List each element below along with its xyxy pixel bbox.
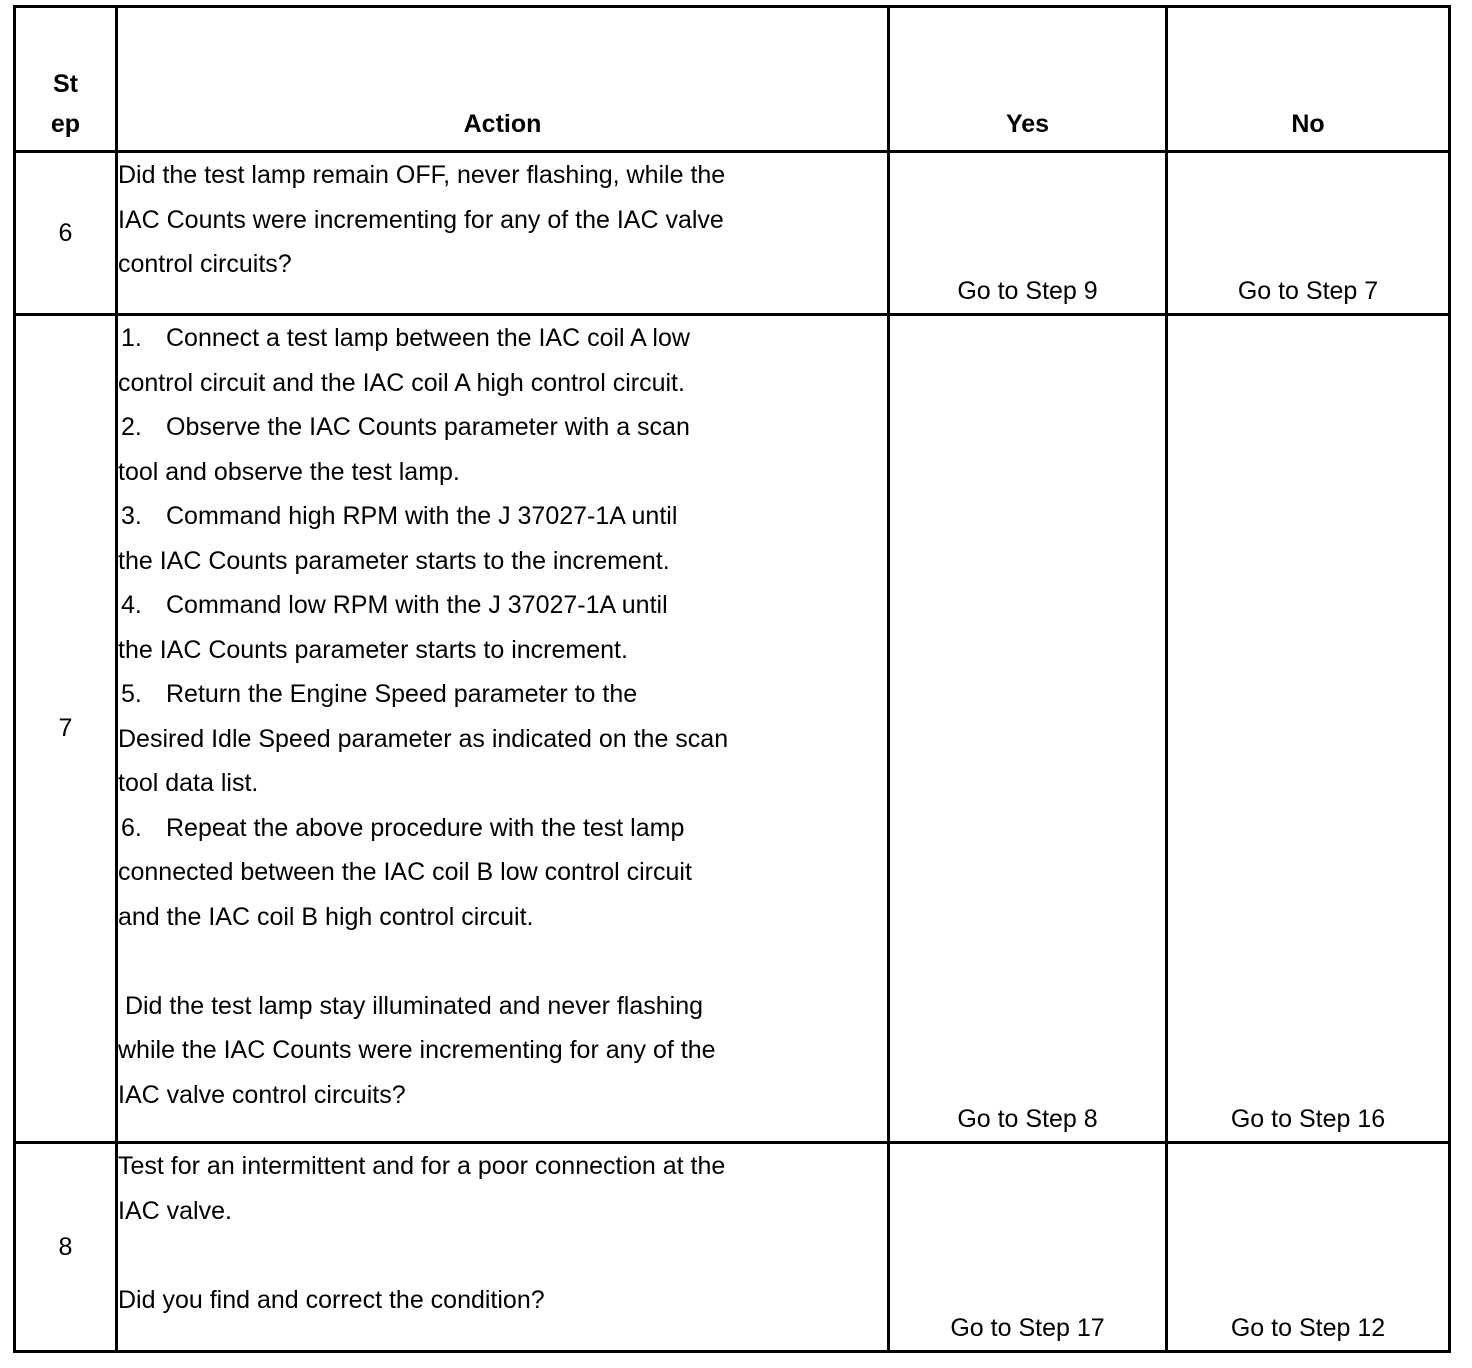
step-number: 7 bbox=[15, 315, 117, 1143]
list-item-continuation: control circuit and the IAC coil A high control circuit. bbox=[118, 368, 685, 397]
list-item-first-line bbox=[118, 494, 887, 539]
list-item-number: 6. bbox=[121, 813, 142, 842]
action-line: IAC valve. bbox=[118, 1196, 232, 1225]
question-line: Did you find and correct the condition? bbox=[118, 1285, 545, 1314]
header-row bbox=[15, 7, 1450, 152]
list-item-continuation: the IAC Counts parameter starts to increment. bbox=[118, 635, 628, 664]
header-no: No bbox=[1167, 7, 1450, 152]
list-item-text: Connect a test lamp between the IAC coil A low bbox=[166, 324, 690, 352]
diagnostic-table bbox=[13, 5, 1451, 1353]
question-line: while the IAC Counts were incrementing for any of the bbox=[118, 1036, 716, 1064]
yes-result: Go to Step 8 bbox=[889, 315, 1167, 1143]
list-item-text: Return the Engine Speed parameter to the bbox=[166, 680, 638, 708]
list-item-first-line bbox=[118, 672, 887, 717]
list-item-first-line bbox=[118, 583, 887, 628]
list-item-number: 4. bbox=[121, 591, 142, 619]
header-step-line2: ep bbox=[50, 110, 81, 138]
list-item-continuation: the IAC Counts parameter starts to the increment. bbox=[118, 546, 670, 575]
action-cell bbox=[117, 315, 889, 1143]
list-item-text: Observe the IAC Counts parameter with a scan bbox=[166, 413, 690, 441]
list-item-first-line bbox=[118, 806, 887, 851]
yes-result: Go to Step 9 bbox=[889, 152, 1167, 315]
list-item-continuation: tool and observe the test lamp. bbox=[118, 457, 460, 486]
table-row-step-7 bbox=[15, 315, 1450, 1143]
yes-result: Go to Step 17 bbox=[889, 1143, 1167, 1352]
spacer bbox=[118, 1233, 887, 1278]
list-item-first-line bbox=[118, 405, 887, 450]
table-row-step-8 bbox=[15, 1143, 1450, 1352]
list-item-number: 1. bbox=[121, 324, 142, 352]
list-item-text: Command high RPM with the J 37027-1A until bbox=[166, 502, 678, 530]
list-item-text: Repeat the above procedure with the test lamp bbox=[166, 813, 685, 842]
list-item-continuation: and the IAC coil B high control circuit. bbox=[118, 902, 534, 931]
list-item-text: Command low RPM with the J 37027-1A until bbox=[166, 591, 668, 619]
list-item-number: 2. bbox=[121, 413, 142, 441]
action-line: IAC Counts were incrementing for any of the IAC valve bbox=[118, 205, 724, 234]
action-line: Did the test lamp remain OFF, never flashing, while the bbox=[118, 161, 726, 189]
no-result: Go to Step 12 bbox=[1167, 1143, 1450, 1352]
action-line: Test for an intermittent and for a poor connection at the bbox=[118, 1152, 726, 1180]
action-line: control circuits? bbox=[118, 250, 292, 278]
header-step-line1: St bbox=[53, 70, 78, 98]
action-cell bbox=[117, 1143, 889, 1352]
list-item-continuation: Desired Idle Speed parameter as indicated on the scan bbox=[118, 724, 729, 753]
header-step bbox=[15, 7, 117, 152]
header-yes: Yes bbox=[889, 7, 1167, 152]
no-result: Go to Step 16 bbox=[1167, 315, 1450, 1143]
step-number: 6 bbox=[15, 152, 117, 315]
question-line: IAC valve control circuits? bbox=[118, 1080, 406, 1109]
step-number: 8 bbox=[15, 1143, 117, 1352]
question-line: Did the test lamp stay illuminated and never flashing bbox=[118, 991, 704, 1020]
no-result: Go to Step 7 bbox=[1167, 152, 1450, 315]
table-row-step-6 bbox=[15, 152, 1450, 315]
list-item-continuation: connected between the IAC coil B low control circuit bbox=[118, 858, 692, 886]
list-item-first-line bbox=[118, 316, 887, 361]
list-item-continuation: tool data list. bbox=[118, 769, 259, 797]
list-item-number: 5. bbox=[121, 680, 142, 708]
diagnostic-table-frame bbox=[13, 5, 1448, 1350]
header-action: Action bbox=[117, 7, 889, 152]
action-cell bbox=[117, 152, 889, 315]
spacer bbox=[118, 939, 887, 984]
list-item-number: 3. bbox=[121, 502, 142, 530]
